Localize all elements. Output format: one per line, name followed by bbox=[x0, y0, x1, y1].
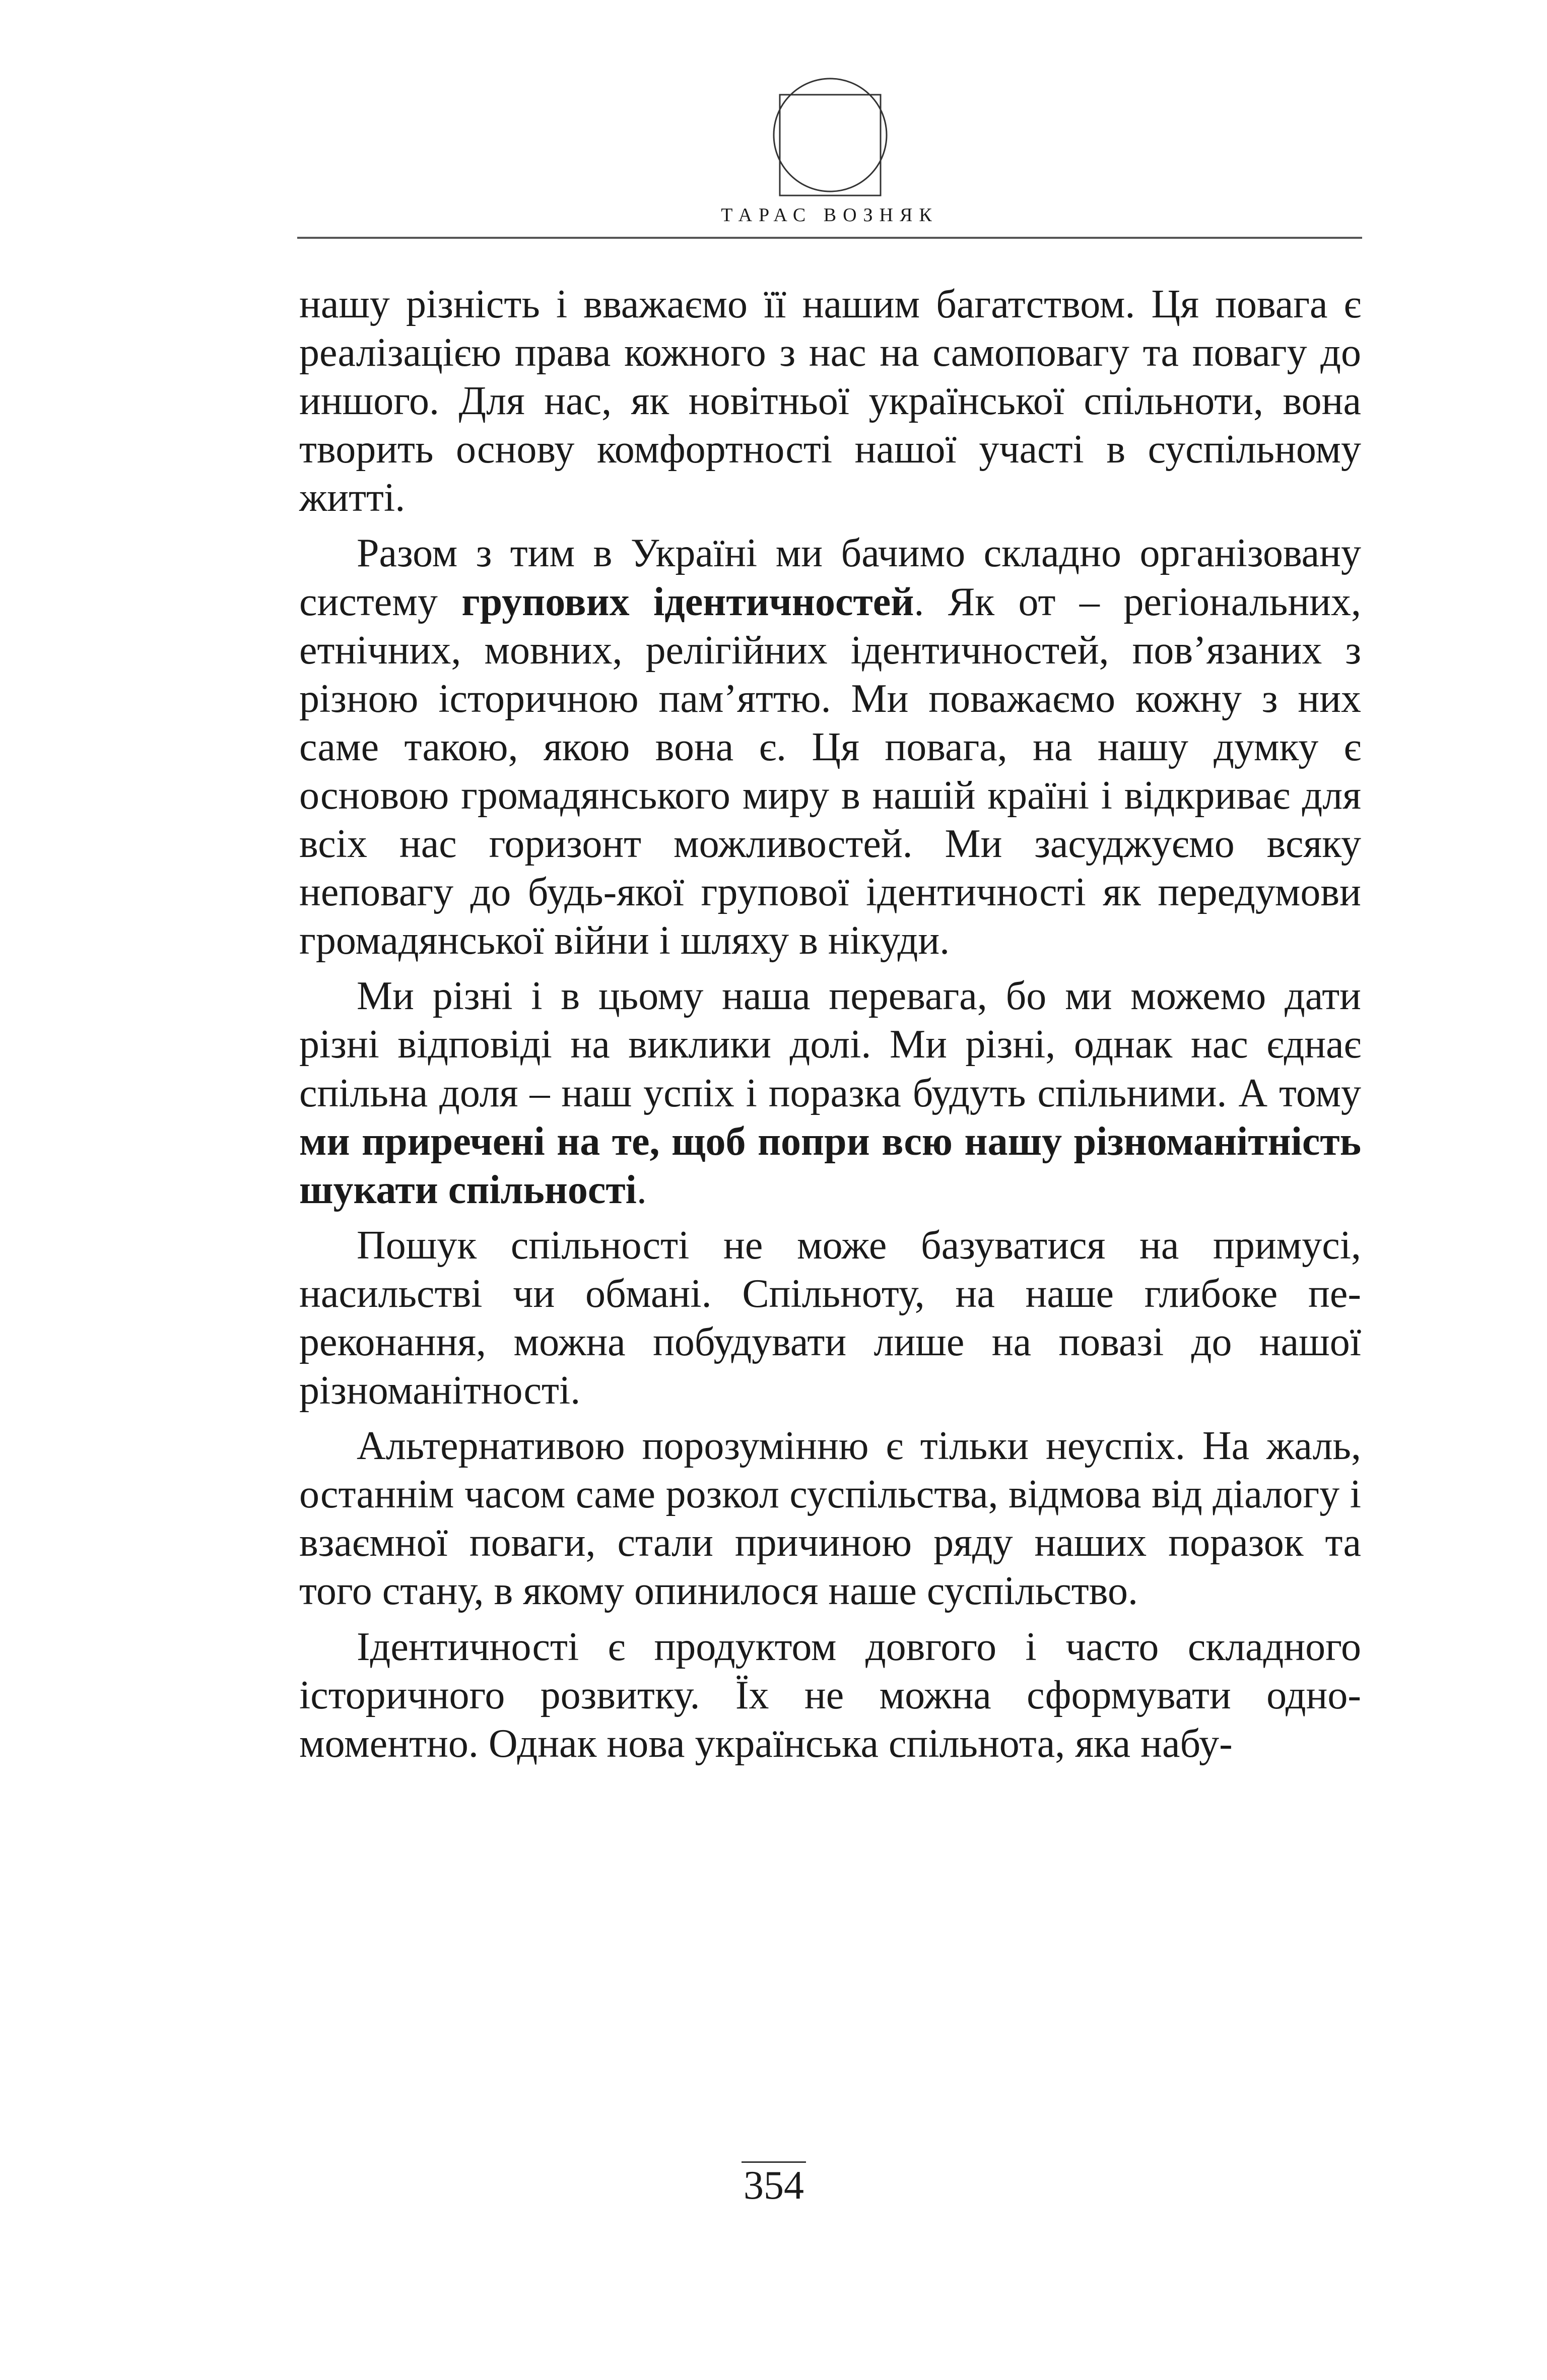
bold-text-segment: групових ідентичностей bbox=[461, 579, 914, 624]
paragraph bbox=[299, 972, 1361, 1214]
paragraph bbox=[299, 1422, 1361, 1615]
paragraph bbox=[299, 1221, 1361, 1415]
paragraph bbox=[299, 280, 1361, 522]
header-divider bbox=[297, 237, 1362, 239]
text-segment: . Як от – регіональних, етнічних, мовних, релігійних ідентичностей, пов’язаних з різною історичною пам’яттю. Ми поважаємо кожну з них саме такою, якою вона є. Ця повага, на нашу думку є основою громадянського миру в нашій країні і відкриває для всіх нас горизонт можливостей. Ми засуджуємо всяку неповагу до будь-якої групової ідентичності як передумови громадянської війни і шляху в нікуди. bbox=[299, 579, 1362, 963]
paragraph bbox=[299, 1623, 1361, 1768]
text-segment: Пошук спільності не може базуватися на примусі, насильстві чи обмані. Спільноту, на наше глибоке переконання, можна побудувати лише на повазі до нашої різноманітності. bbox=[299, 1223, 1361, 1413]
bold-text-segment: ми приречені на те, щоб попри всю нашу різноманітність шукати спільності bbox=[299, 1119, 1361, 1212]
text-segment: Альтернативою порозумінню є тільки неуспіх. На жаль, останнім часом саме розкол суспільства, відмова від діалогу і взаємної поваги, стали причиною ряду наших поразок та того стану, в якому опинилося наше суспільство. bbox=[299, 1424, 1361, 1614]
running-header bbox=[297, 0, 1362, 242]
text-segment: нашу різність і вважаємо її нашим багатством. Ця повага є реалізацією права кожного з нас на самоповагу та повагу до иншого. Для нас, як новітньої української спільноти, вона творить основу комфортності нашої участі в суспільному житті. bbox=[299, 282, 1361, 520]
paragraph bbox=[299, 529, 1361, 965]
page-number: 354 bbox=[742, 2161, 806, 2208]
text-segment: Ми різні і в цьому наша перевага, бо ми можемо дати різні відповіді на виклики долі. Ми різні, однак нас єднає спільна доля – наш успіх і поразка будуть спільними. А тому bbox=[299, 974, 1361, 1115]
circle-square-emblem-icon bbox=[770, 72, 891, 199]
text-segment: Разом з тим в Україні ми бачимо складно організовану систему bbox=[299, 531, 1361, 624]
text-segment: . bbox=[636, 1167, 647, 1212]
author-name: ТАРАС ВОЗНЯК bbox=[721, 205, 938, 226]
text-segment: Ідентичності є продуктом довгого і часто складного історичного розвитку. Їх не можна сформувати одномоментно. Однак нова українська спільнота, яка набу- bbox=[299, 1624, 1361, 1766]
body-text bbox=[299, 280, 1361, 1768]
